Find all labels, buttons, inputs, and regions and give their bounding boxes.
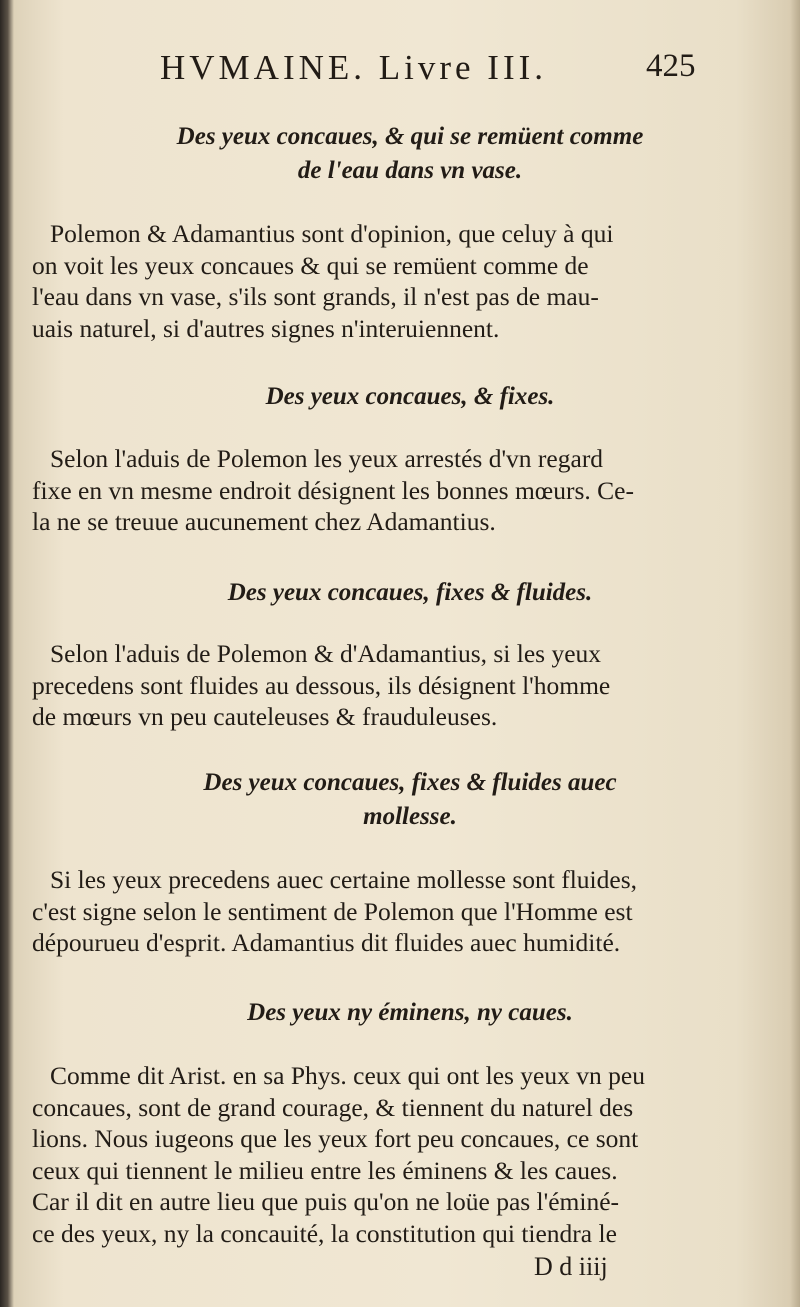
paragraph-2	[32, 443, 712, 538]
binding-gutter	[0, 0, 14, 1307]
page-edge-shadow	[790, 0, 800, 1307]
text-line: fixe en vn mesme endroit désignent les bonnes mœurs. Ce-	[32, 475, 634, 505]
text-line: dépourueu d'esprit. Adamantius dit fluides auec humidité.	[32, 928, 621, 957]
heading-line: mollesse.	[363, 803, 457, 830]
section-heading-5	[60, 996, 760, 1030]
heading-line: Des yeux concaues, & fixes.	[265, 383, 555, 410]
paragraph-1	[32, 218, 712, 344]
text-line: Selon l'aduis de Polemon & d'Adamantius, si les yeux	[50, 639, 602, 668]
signature-mark: D d iiij	[534, 1252, 608, 1281]
page-number: 425	[646, 48, 696, 84]
text-line: la ne se treuue aucunement chez Adamantius.	[32, 507, 496, 536]
text-line: ce des yeux, ny la concauité, la constitution qui tiendra le	[32, 1218, 617, 1248]
text-line: precedens sont fluides au dessous, ils désignent l'homme	[32, 670, 611, 700]
text-line: Car il dit en autre lieu que puis qu'on ne loüe pas l'éminé-	[32, 1187, 620, 1216]
text-line: on voit les yeux concaues & qui se remüent comme de	[32, 250, 589, 280]
text-line: uais naturel, si d'autres signes n'interuiennent.	[32, 313, 500, 343]
text-line: concaues, sont de grand courage, & tiennent du naturel des	[32, 1092, 634, 1122]
text-line: ceux qui tiennent le milieu entre les éminens & les caues.	[32, 1155, 618, 1185]
text-line: de mœurs vn peu cauteleuses & frauduleuses.	[32, 702, 498, 731]
text-line: lions. Nous iugeons que les yeux fort peu concaues, ce sont	[32, 1124, 639, 1153]
text-line: Comme dit Arist. en sa Phys. ceux qui ont les yeux vn peu	[50, 1061, 645, 1090]
heading-line: Des yeux concaues, & qui se remüent comme	[176, 123, 644, 150]
paragraph-3	[32, 638, 712, 733]
paragraph-5	[32, 1060, 712, 1249]
section-heading-1	[60, 120, 760, 188]
section-heading-2	[60, 380, 760, 414]
heading-line: Des yeux ny éminens, ny caues.	[247, 999, 573, 1026]
paragraph-4	[32, 864, 712, 959]
text-line: c'est signe selon le sentiment de Polemon que l'Homme est	[32, 896, 633, 926]
section-heading-4	[60, 766, 760, 834]
heading-line: de l'eau dans vn vase.	[297, 157, 523, 184]
text-line: l'eau dans vn vase, s'ils sont grands, il n'est pas de mau-	[32, 282, 599, 311]
text-line: Polemon & Adamantius sont d'opinion, que celuy à qui	[50, 219, 614, 248]
text-line: Si les yeux precedens auec certaine mollesse sont fluides,	[50, 865, 638, 894]
heading-line: Des yeux concaues, fixes & fluides.	[227, 579, 593, 606]
section-heading-3	[60, 576, 760, 610]
running-head: HVMAINE. Livre III.	[160, 48, 548, 87]
text-line: Selon l'aduis de Polemon les yeux arrestés d'vn regard	[50, 444, 604, 473]
heading-line: Des yeux concaues, fixes & fluides auec	[203, 769, 617, 796]
